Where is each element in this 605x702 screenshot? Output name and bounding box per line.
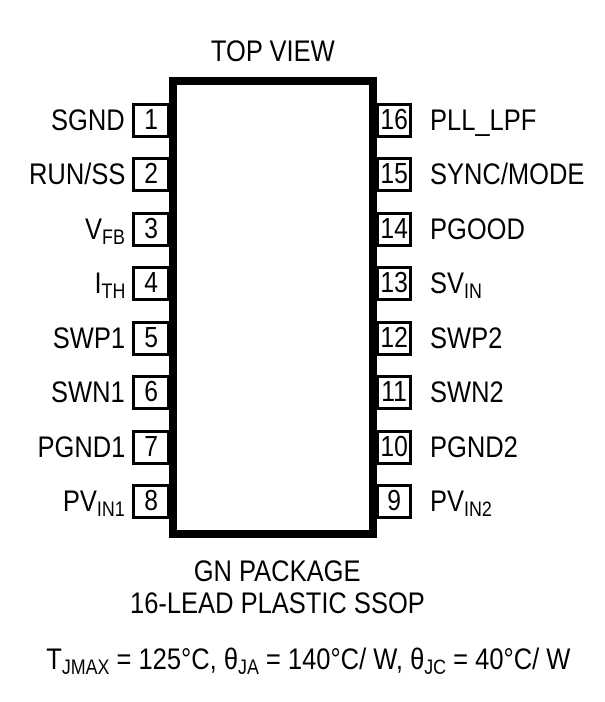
pin-label-14: PGOOD xyxy=(430,213,525,246)
pin-label-16: PLL_LPF xyxy=(430,104,537,137)
pin-box-11 xyxy=(376,375,412,410)
pin-label-7: PGND1 xyxy=(37,431,125,464)
pin-box-10 xyxy=(376,430,412,465)
pin-box-15 xyxy=(376,157,412,192)
pin-number-12: 12 xyxy=(380,322,408,354)
pin-number-14: 14 xyxy=(380,213,408,245)
ic-body xyxy=(169,77,377,538)
pin-number-3: 3 xyxy=(144,213,158,245)
thermal-text: TJMAX = 125°C, θJA = 140°C/ W, θJC = 40°C/ W xyxy=(46,643,571,679)
pin-box-12 xyxy=(376,321,412,356)
pin-number-8: 8 xyxy=(144,485,158,517)
pin-box-14 xyxy=(376,212,412,247)
pin-box-1 xyxy=(132,103,170,138)
package-caption xyxy=(0,556,554,620)
pin-label-5: SWP1 xyxy=(52,322,125,355)
pin-label-6: SWN1 xyxy=(51,376,125,409)
package-type: 16-LEAD PLASTIC SSOP xyxy=(129,587,425,620)
pin-number-11: 11 xyxy=(381,376,407,408)
package-name: GN PACKAGE xyxy=(193,555,361,588)
pin-number-1: 1 xyxy=(144,104,158,136)
pin-label-1: SGND xyxy=(51,104,125,137)
pin-label-2: RUN/SS xyxy=(28,158,125,191)
top-view-text: TOP VIEW xyxy=(211,35,335,68)
pin-box-3 xyxy=(132,212,170,247)
pin-number-2: 2 xyxy=(144,158,158,190)
top-view-label xyxy=(169,37,377,67)
pin-number-9: 9 xyxy=(387,485,401,517)
pin-label-11: SWN2 xyxy=(430,376,504,409)
label-subscript: TH xyxy=(101,279,125,303)
pin-box-13 xyxy=(376,266,412,301)
pin-box-4 xyxy=(132,266,170,301)
pin-box-9 xyxy=(376,484,412,519)
pin-box-7 xyxy=(132,430,170,465)
pin-number-7: 7 xyxy=(144,431,158,463)
thermal-note xyxy=(0,644,605,678)
pin-number-6: 6 xyxy=(144,376,158,408)
pin-box-6 xyxy=(132,375,170,410)
pin-label-9: PVIN2 xyxy=(430,485,492,521)
label-subscript: IN1 xyxy=(97,497,125,521)
pin-number-16: 16 xyxy=(380,104,408,136)
pin-box-16 xyxy=(376,103,412,138)
pin-label-8: PVIN1 xyxy=(63,485,125,521)
pin-number-10: 10 xyxy=(380,431,408,463)
pin-label-4: ITH xyxy=(94,267,125,303)
label-subscript: JC xyxy=(424,655,447,679)
pin-box-5 xyxy=(132,321,170,356)
pin-number-15: 15 xyxy=(380,158,408,190)
label-subscript: IN xyxy=(464,279,482,303)
pin-label-3: VFB xyxy=(85,213,125,249)
pin-box-8 xyxy=(132,484,170,519)
label-subscript: IN2 xyxy=(464,497,492,521)
pin-box-2 xyxy=(132,157,170,192)
pin-label-10: PGND2 xyxy=(430,431,518,464)
pin-label-12: SWP2 xyxy=(430,322,503,355)
label-subscript: JMAX xyxy=(61,655,110,679)
pin-number-4: 4 xyxy=(144,267,158,299)
pin-label-13: SVIN xyxy=(430,267,482,303)
pin-number-5: 5 xyxy=(144,322,158,354)
label-subscript: FB xyxy=(102,225,125,249)
pin-number-13: 13 xyxy=(380,267,408,299)
label-subscript: JA xyxy=(238,655,259,679)
pin-label-15: SYNC/MODE xyxy=(430,158,585,191)
